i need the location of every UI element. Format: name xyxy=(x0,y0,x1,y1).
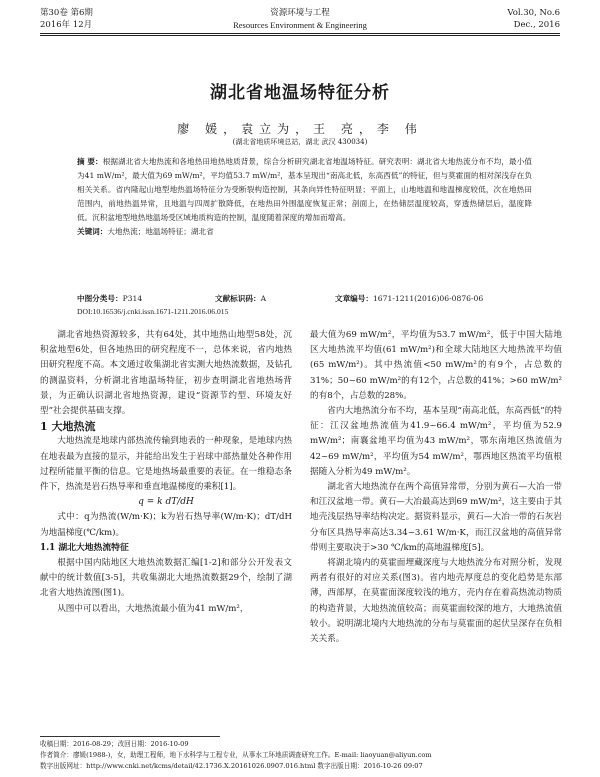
header-date-en: Dec., 2016 xyxy=(513,20,560,30)
header-date-cn: 2016年 12月 xyxy=(40,20,93,30)
heat-flow-formula: q = k dT/dH xyxy=(138,497,194,508)
header-volume-cn: 第30卷 第6期 xyxy=(40,8,93,18)
left-paragraph-3: 式中：q为热流(W/m·K)；k为岩石热导率(W/m·K)；dT/dH为地温梯度(℃/km)。 xyxy=(40,512,292,538)
left-paragraph-1: 湖北省地热资源较多，共有64处，其中地热山地型58处，沉积盆地型6处，但各地热田的研究程度不一，总体来说，省内地热田研究程度不高。本文通过收集湖北省实测大地热流数据，及钻孔的测温资料，分析湖北省地温场特征，初步查明湖北省地热场背景，为正确认识湖北省地热资源，建设“资源节约型、环境友好型”社会提供基础支撑。 xyxy=(40,330,292,417)
paper-affiliation: (湖北省地质环境总站，湖北 武汉 430034) xyxy=(232,138,368,146)
doc-value: A xyxy=(260,294,267,303)
left-paragraph-5: 从图中可以看出，大地热流最小值为41 mW/m²， xyxy=(57,603,249,614)
article-number-line xyxy=(335,293,483,305)
left-column xyxy=(40,328,292,617)
right-paragraph-1: 最大值为69 mW/m²，平均值为53.7 mW/m²，低于中国大陆地区大地热流平均值(61 mW/m²)和全球大陆地区大地热流平均值(65 mW/m²)。其中热流值<50 mW/m²的有9个，占总数的31%；50~60 mW/m²的有12个，占总数的41%；>60 mW/m²的有8个，占总数的28%。 xyxy=(310,330,562,401)
footnote-author: 作者简介：廖媛(1988-)，女，助理工程师，地下水科学与工程专业，从事水工环地质调查研究工作。E-mail: liaoyuan@aliyun.com xyxy=(40,751,432,759)
footnote-online: 数字出版网址：http://www.cnki.net/kcms/detail/42.1736.X.20161026.0907.016.html 数字出版日期：2016-10-26 09:07 xyxy=(40,762,423,770)
section-heading-1-1: 1.1 湖北大地热流特征 xyxy=(40,542,129,553)
article-value: 1671-1211(2016)06-0876-06 xyxy=(372,294,484,303)
footnote-received: 收稿日期：2016-08-29；改回日期：2016-10-09 xyxy=(40,740,189,748)
header-journal-cn: 资源环境与工程 xyxy=(270,8,330,18)
header-rule xyxy=(40,33,560,34)
section-heading-1: 1 大地热流 xyxy=(40,420,96,434)
abstract-label: 摘 要： xyxy=(77,157,103,166)
header-volume-en: Vol.30, No.6 xyxy=(507,8,560,18)
doc-label: 文献标识码： xyxy=(215,294,261,303)
keywords-label: 关键词： xyxy=(77,227,108,236)
abstract-text: 根据湖北省大地热流和各地热田地热地质背景，综合分析研究湖北省地温场特征。研究表明：湖北省大地热流分布不均，最小值为41 mW/m²，最大值为69 mW/m²，平均值53.7 mW/m²，基本呈现出“南高北低，东高西低”的特征，但与莫霍面的相对深浅存在负相关关系。省内隆起山地型地热温场特征分为受断裂构造控制，其条向异性特征明显；平面上，山地地温和地温梯度较低，次在地热田范围内，前地热温异常，且地温与四周扩散降低，在地热田外围温度恢复正常；剖面上，在热储层温度较高，穿透热储层后，温度降低。沉积盆地型地热地温场受区域地质构造的控制，温度随着深度的增加而增高。 xyxy=(77,157,532,222)
article-label: 文章编号： xyxy=(335,294,373,303)
right-column xyxy=(310,328,562,647)
footnotes xyxy=(40,739,560,772)
footnote-rule xyxy=(40,736,220,737)
header-journal-en: Resources Environment & Engineering xyxy=(233,20,367,30)
paper-authors: 廖 媛，袁立为，王 亮，李 伟 xyxy=(177,122,423,136)
right-paragraph-3: 湖北省大地热流存在两个高值异常带，分别为黄石—大冶一带和江汉盆地一带。黄石—大冶最高达到69 mW/m²，这主要由于其地壳浅层热导率结构决定。据资料显示，黄石—大冶一带的石灰岩分布区具热导率高达3.34~3.61 W/m·K，而江汉盆地的高值异常带则主要取决于>30 ℃/km的高地温梯度[5]。 xyxy=(310,482,562,553)
right-paragraph-2: 省内大地热流分布不均，基本呈现“南高北低，东高西低”的特征：江汉盆地热流值为41.9~66.4 mW/m²，平均值为52.9 mW/m²；南襄盆地平均值为43 mW/m²，鄂东南地区热流值为42~69 mW/m²，平均值为54 mW/m²，鄂西地区热流平均值根据随入分析为49 mW/m²。 xyxy=(310,406,562,477)
classification-line xyxy=(77,293,142,305)
doc-code-line xyxy=(215,293,266,305)
header-rule-2 xyxy=(40,35,560,36)
clc-label: 中图分类号： xyxy=(77,294,123,303)
clc-value: P314 xyxy=(122,294,143,303)
right-paragraph-4: 将湖北境内的莫霍面埋藏深度与大地热流分布对照分析，发现两者有很好的对应关系(图3)。省内地壳厚度总的变化趋势是东部薄，西部厚，在莫霍面深度较浅的地方，壳内存在着高热流动物质的构造背景，大地热流值较高；而莫霍面较深的地方，大地热流值较小。说明湖北境内大地热流的分布与莫霍面的起伏呈深存在负相关关系。 xyxy=(310,558,562,645)
abstract-block xyxy=(77,155,532,239)
left-paragraph-2: 大地热流是地球内部热流传输到地表的一种现象，是地球内热在地表最为直接的显示，并能给出发生于岩球中部热量处各种作用过程所能量平衡的信息。它是地热场最重要的表征。在一维稳态条件下，热流是岩石热导率和垂直地温梯度的乘积[1]。 xyxy=(40,436,292,493)
keywords-text: 大地热流；地温场特征；湖北省 xyxy=(107,227,214,236)
paper-title: 湖北省地温场特征分析 xyxy=(210,83,390,103)
left-paragraph-4: 根据中国内陆地区大地热流数据汇编[1-2]和部分公开发表文献中的统计数值[3-5]，共收集湖北大地热流数据29个，绘制了湖北省大地热流图(图1)。 xyxy=(40,558,292,599)
doi-line: DOI:10.16536/j.cnki.issn.1671-1211.2016.06.015 xyxy=(77,307,229,316)
